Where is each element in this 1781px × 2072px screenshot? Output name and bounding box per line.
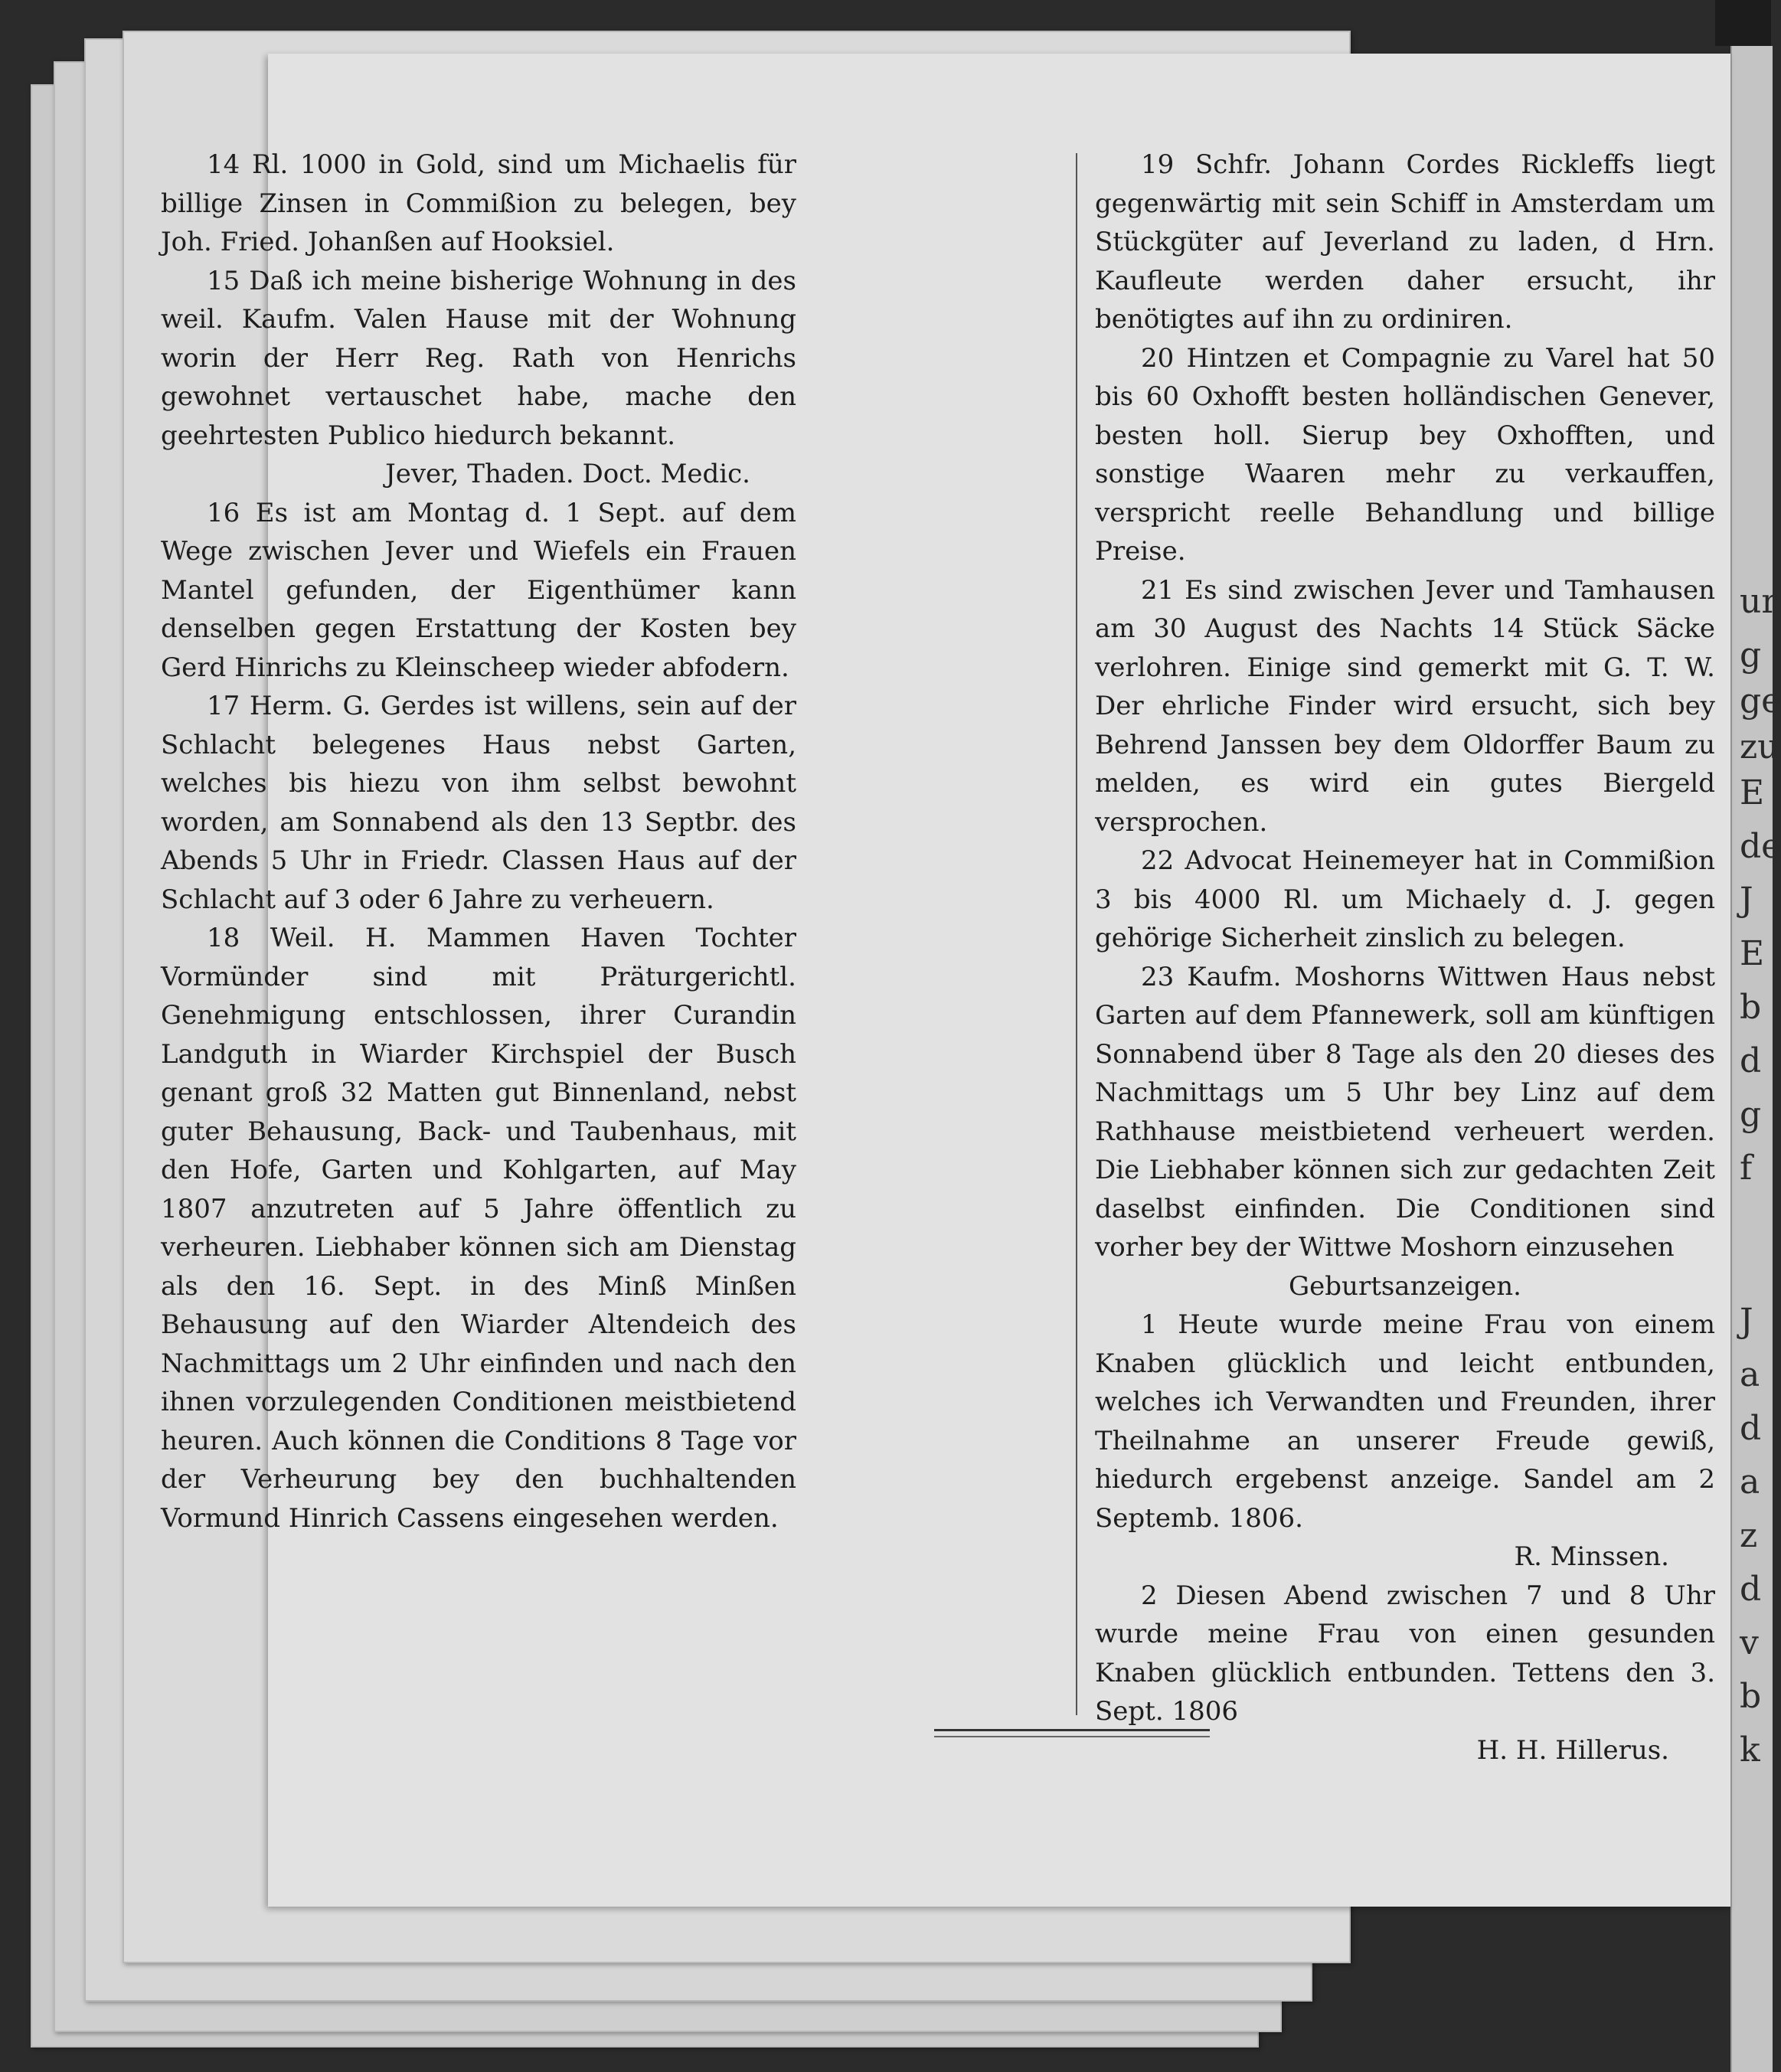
edge-text-fragment: z — [1740, 1516, 1758, 1555]
left-column — [161, 145, 796, 1538]
edge-text-fragment: a — [1740, 1462, 1760, 1502]
edge-text-fragment: ge — [1740, 681, 1781, 721]
adjacent-page-edge — [1730, 46, 1781, 2072]
edge-text-fragment: J — [1740, 881, 1753, 920]
edge-text-fragment: g — [1740, 636, 1762, 675]
edge-text-fragment: J — [1740, 1302, 1753, 1341]
edge-text-fragment: d — [1740, 1041, 1762, 1080]
birth-notice-2-signature: H. H. Hillerus. — [1476, 1734, 1669, 1766]
right-column — [1095, 145, 1715, 1770]
notice-22: 22 Advocat Heinemeyer hat in Commißion 3 bis 4000 Rl. um Michaely d. J. gegen gehörige Sicherheit zinslich zu belegen. — [1095, 845, 1715, 953]
edge-text-fragment: E — [1740, 934, 1765, 973]
notice-17: 17 Herm. G. Gerdes ist willens, sein auf der Schlacht belegenes Haus nebst Garten, welches bis hiezu von ihm selbst bewohnt worden, am Sonnabend als den 13 Septbr. des Abends 5 Uhr in Friedr. Classen Haus auf der Schlacht auf 3 oder 6 Jahre zu verheuern. — [161, 691, 796, 915]
edge-text-fragment: E — [1740, 773, 1765, 812]
birth-notice-1-signature: R. Minssen. — [1514, 1541, 1669, 1572]
column-divider — [1076, 153, 1077, 1715]
edge-text-fragment: b — [1740, 1677, 1762, 1716]
edge-text-fragment: f — [1740, 1149, 1753, 1188]
edge-text-fragment: v — [1740, 1623, 1759, 1662]
notice-21: 21 Es sind zwischen Jever und Tamhausen am 30 August des Nachts 14 Stück Säcke verlohren. Einige sind gemerkt mit G. T. W. Der ehrliche Finder wird ersucht, sich bey Behrend Janssen bey dem Oldorffer Baum zu melden, es wird ein gutes Biergeld versprochen. — [1095, 574, 1715, 838]
notice-15-signature: Jever, Thaden. Doct. Medic. — [385, 459, 750, 489]
notice-19: 19 Schfr. Johann Cordes Rickleffs liegt gegenwärtig mit sein Schiff in Amsterdam um Stückgüter auf Jeverland zu laden, d Hrn. Kaufleute werden daher ersucht, ihr benötigtes auf ihn zu ordiniren. — [1095, 149, 1715, 335]
edge-text-fragment: zu — [1740, 727, 1779, 766]
edge-text-fragment: a — [1740, 1355, 1760, 1394]
end-rule — [934, 1729, 1210, 1737]
edge-text-fragment: ur — [1740, 582, 1778, 621]
edge-text-fragment: d — [1740, 1409, 1762, 1448]
notice-18: 18 Weil. H. Mammen Haven Tochter Vormünder sind mit Präturgerichtl. Genehmigung entschlossen, ihrer Curandin Landguth in Wiarder Kirchspiel der Busch genant groß 32 Matten gut Binnenland, nebst guter Behausung, Back- und Taubenhaus, mit den Hofe, Garten und Kohlgarten, auf May 1807 anzutreten auf 5 Jahre öffentlich zu verheuren. Liebhaber können sich am Dienstag als den 16. Sept. in des Minß Minßen Behausung auf den Wiarder Altendeich des Nachmittags um 2 Uhr einfinden und nach den ihnen vorzulegenden Conditionen meistbietend heuren. Auch können die Conditions 8 Tage vor der Verheurung bey den buchhaltenden Vormund Hinrich Cassens eingesehen werden. — [161, 923, 796, 1534]
edge-text-fragment: g — [1740, 1095, 1762, 1134]
birth-notice-2: 2 Diesen Abend zwischen 7 und 8 Uhr wurde meine Frau von einen gesunden Knaben glücklich entbunden. Tettens den 3. Sept. 1806 — [1095, 1580, 1715, 1727]
birth-notice-1: 1 Heute wurde meine Frau von einem Knaben glücklich und leicht entbunden, welches ich Verwandten und Freunden, ihrer Theilnahme an unserer Freude gewiß, hiedurch ergebenst anzeige. Sandel am 2 Septemb. 1806. — [1095, 1309, 1715, 1534]
scan-background-corner — [1715, 0, 1771, 46]
section-heading: Geburtsanzeigen. — [1289, 1270, 1521, 1302]
edge-text-fragment: b — [1740, 988, 1762, 1027]
notice-20: 20 Hintzen et Compagnie zu Varel hat 50 bis 60 Oxhofft besten holländischen Genever, besten holl. Sierup bey Oxhofften, und sonstige Waaren mehr zu verkauffen, verspricht reelle Behandlung und billige Preise. — [1095, 342, 1715, 567]
notice-23: 23 Kaufm. Moshorns Wittwen Haus nebst Garten auf dem Pfannewerk, soll am künftigen Sonnabend über 8 Tage als den 20 dieses des Nachmittags um 5 Uhr bey Linz auf dem Rathhause meistbietend verheuert werden. Die Liebhaber können sich zur gedachten Zeit daselbst einfinden. Die Conditionen sind vorher bey der Wittwe Moshorn einzusehen — [1095, 961, 1715, 1263]
edge-text-fragment: de — [1740, 827, 1781, 866]
edge-text-fragment: k — [1740, 1730, 1760, 1770]
notice-15: 15 Daß ich meine bisherige Wohnung in des weil. Kaufm. Valen Hause mit der Wohnung worin der Herr Reg. Rath von Henrichs gewohnet vertauschet habe, mache den geehrtesten Publico hiedurch bekannt. — [161, 265, 796, 451]
edge-text-fragment: d — [1740, 1570, 1762, 1609]
notice-16: 16 Es ist am Montag d. 1 Sept. auf dem Wege zwischen Jever und Wiefels ein Frauen Mantel gefunden, der Eigenthümer kann denselben gegen Erstattung der Kosten bey Gerd Hinrichs zu Kleinscheep wieder abfodern. — [161, 497, 796, 683]
notice-14: 14 Rl. 1000 in Gold, sind um Michaelis für billige Zinsen in Commißion zu belegen, bey Joh. Fried. Johanßen auf Hooksiel. — [161, 149, 796, 257]
